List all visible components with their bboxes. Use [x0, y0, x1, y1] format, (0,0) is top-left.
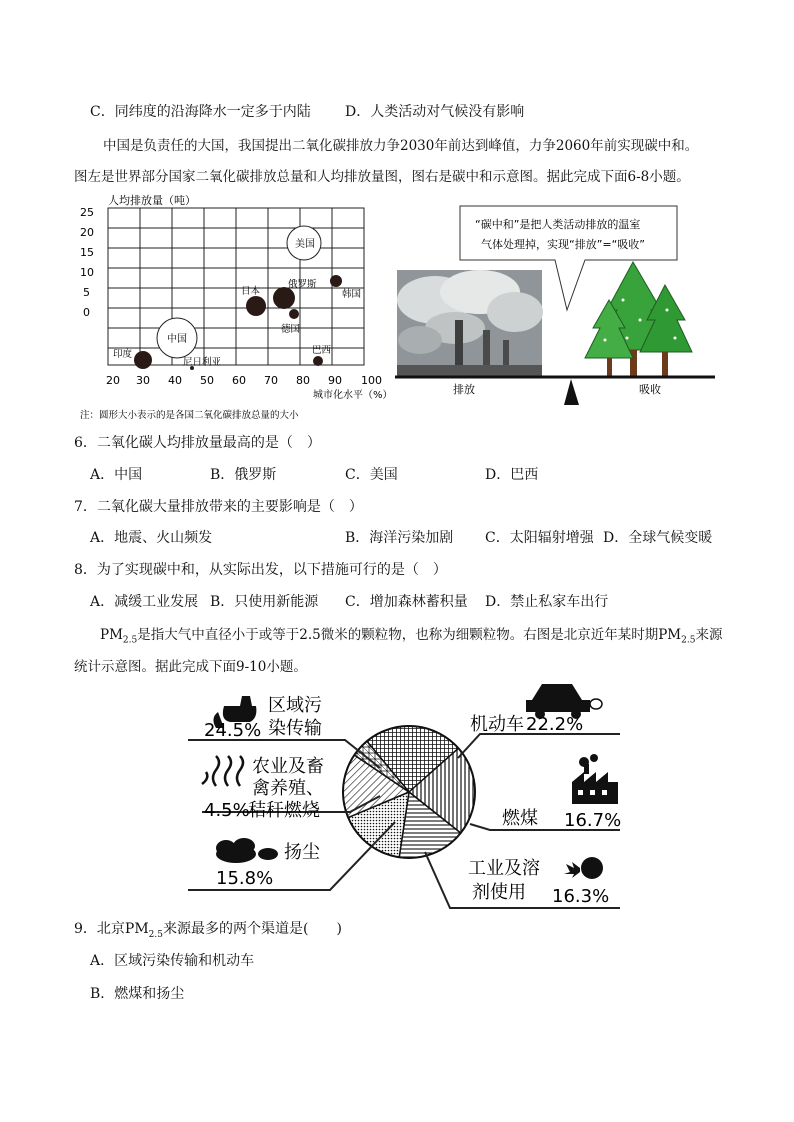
svg-text:80: 80 — [296, 374, 310, 387]
bubble-japan — [246, 296, 266, 316]
bubble-nigeria-label: 尼日利亚 — [183, 357, 222, 368]
pm25-pie-chart — [180, 672, 630, 912]
dust-pct: 15.8% — [216, 868, 274, 889]
agri-pct: 4.5% — [204, 800, 250, 821]
agri-label-line3: 秸秆燃烧 — [248, 800, 320, 821]
agriculture-smoke-icon — [202, 756, 243, 786]
svg-text:60: 60 — [232, 374, 246, 387]
svg-text:50: 50 — [200, 374, 214, 387]
intro-paragraph-line1: 中国是负责任的大国，我国提出二氧化碳排放力争2030年前达到峰值，力争2060年前实现碳中和。 — [103, 138, 699, 154]
intro-paragraph-line2: 图左是世界部分国家二氧化碳排放总量和人均排放量图，图右是碳中和示意图。据此完成下面6-8小题。 — [74, 169, 690, 185]
q8-option-b[interactable]: B．只使用新能源 — [210, 594, 319, 610]
svg-text:0: 0 — [83, 306, 90, 319]
vehicle-pct: 22.2% — [526, 714, 584, 735]
regional-label-line2: 染传输 — [268, 718, 322, 739]
bubble-russia-label: 俄罗斯 — [288, 279, 317, 290]
absorption-label: 吸收 — [639, 383, 661, 396]
pm25-paragraph-line2: 统计示意图。据此完成下面9-10小题。 — [74, 659, 307, 675]
regional-label-line1: 区域污 — [268, 695, 322, 716]
dust-cloud-icon — [216, 838, 278, 863]
svg-text:90: 90 — [328, 374, 342, 387]
q7-option-c[interactable]: C．太阳辐射增强 — [485, 530, 594, 546]
svg-text:5: 5 — [83, 286, 90, 299]
q6-option-b[interactable]: B．俄罗斯 — [210, 467, 277, 483]
q6-option-a[interactable]: A．中国 — [90, 467, 143, 483]
q8-option-a[interactable]: A．减缓工业发展 — [90, 594, 199, 610]
bubble-brazil — [313, 356, 323, 366]
industry-label-line1: 工业及溶 — [468, 858, 540, 879]
q7-option-d[interactable]: D．全球气候变暖 — [603, 530, 713, 546]
regional-pct: 24.5% — [204, 720, 262, 741]
q9-stem: 9．北京$PM_{2.5}$来源最多的两个渠道是( ) — [74, 921, 342, 940]
forest-illustration — [585, 262, 692, 376]
agri-label-line2: 禽养殖、 — [252, 778, 324, 799]
option-d-prev: D．人类活动对气候没有影响 — [345, 104, 525, 120]
industry-pct: 16.3% — [552, 886, 610, 907]
bubble-chart-yticks — [80, 206, 94, 319]
factory-icon — [572, 754, 618, 804]
option-c-prev: C．同纬度的沿海降水一定多于内陆 — [90, 104, 311, 120]
industry-label-line2: 剂使用 — [472, 882, 526, 903]
bubble-usa-label: 美国 — [295, 239, 315, 250]
pie-slices — [343, 726, 475, 858]
bubble-chart-xticks — [106, 374, 382, 387]
q7-stem: 7．二氧化碳大量排放带来的主要影响是（ ） — [74, 499, 363, 515]
fulcrum-icon — [564, 379, 579, 405]
factory-photo — [397, 270, 543, 377]
svg-text:20: 20 — [80, 226, 94, 239]
bubble-korea — [330, 275, 342, 287]
svg-text:15: 15 — [80, 246, 94, 259]
q7-option-b[interactable]: B．海洋污染加剧 — [345, 530, 454, 546]
bubble-japan-label: 日本 — [241, 286, 261, 297]
bubble-india-label: 印度 — [113, 349, 133, 360]
dust-label: 扬尘 — [284, 842, 320, 863]
pm25-paragraph-line1: $PM_{2.5}$是指大气中直径小于或等于2.5微米的颗粒物，也称为细颗粒物。右图是北京近年某时期$PM_{2.5}$来源 — [100, 627, 723, 646]
agri-label-line1: 农业及畜 — [252, 756, 324, 777]
carbon-neutral-figure — [395, 200, 720, 405]
vehicle-label: 机动车 — [470, 714, 524, 735]
q6-stem: 6．二氧化碳人均排放量最高的是（ ） — [74, 435, 321, 451]
bubble-chart-note: 注：圆形大小表示的是各国二氧化碳排放总量的大小 — [80, 410, 299, 421]
q6-option-c[interactable]: C．美国 — [345, 467, 398, 483]
bubble-russia — [273, 287, 295, 309]
emission-label: 排放 — [453, 383, 475, 396]
industry-icon — [564, 857, 603, 879]
bubble-germany — [289, 309, 299, 319]
bubble-chart-xlabel: 城市化水平（%） — [313, 390, 393, 401]
q6-option-d[interactable]: D．巴西 — [485, 467, 539, 483]
q9-option-a[interactable]: A．区域污染传输和机动车 — [90, 953, 255, 969]
bubble-brazil-label: 巴西 — [312, 345, 332, 356]
svg-text:100: 100 — [361, 374, 382, 387]
bubble-china-label: 中国 — [167, 334, 187, 345]
bubble-text-line1: “碳中和”是把人类活动排放的温室 — [475, 218, 641, 231]
bubble-india — [134, 351, 152, 369]
svg-text:30: 30 — [136, 374, 150, 387]
bubble-chart — [70, 188, 400, 423]
q8-option-d[interactable]: D．禁止私家车出行 — [485, 594, 609, 610]
svg-text:70: 70 — [264, 374, 278, 387]
bubble-germany-label: 德国 — [281, 324, 301, 335]
coal-pct: 16.7% — [564, 810, 622, 831]
coal-label: 燃煤 — [502, 808, 538, 829]
svg-text:10: 10 — [80, 266, 94, 279]
svg-text:25: 25 — [80, 206, 94, 219]
q9-option-b[interactable]: B．燃煤和扬尘 — [90, 986, 185, 1002]
bubble-chart-ylabel: 人均排放量（吨） — [108, 194, 196, 207]
bubble-korea-label: 韩国 — [342, 289, 362, 300]
bubble-text-line2: 气体处理掉，实现“排放”=“吸收” — [481, 238, 646, 251]
q7-option-a[interactable]: A．地震、火山频发 — [90, 530, 213, 546]
bubble-chart-grid — [108, 208, 364, 365]
q8-stem: 8．为了实现碳中和，从实际出发，以下措施可行的是（ ） — [74, 562, 447, 578]
svg-text:20: 20 — [106, 374, 120, 387]
q8-option-c[interactable]: C．增加森林蓄积量 — [345, 594, 468, 610]
svg-text:40: 40 — [168, 374, 182, 387]
